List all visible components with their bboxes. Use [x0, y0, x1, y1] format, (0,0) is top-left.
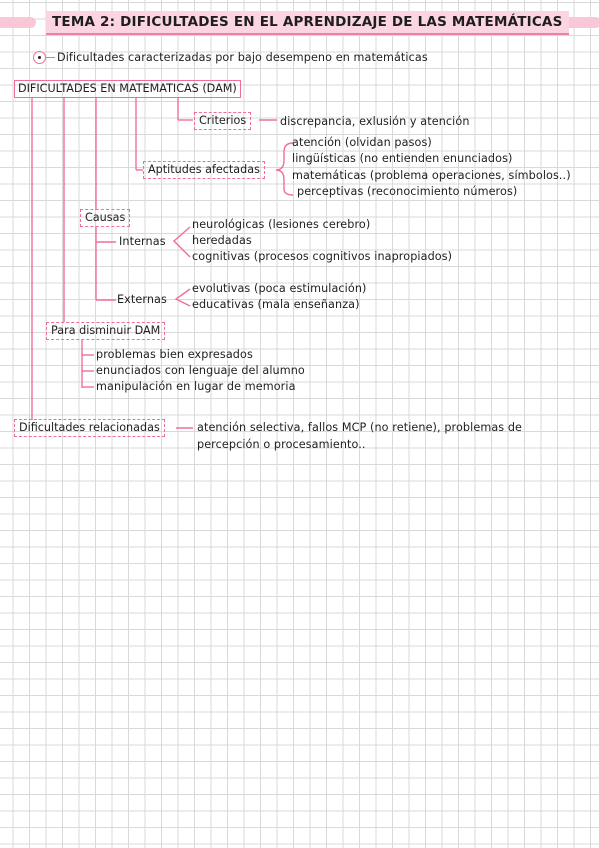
- externas-label: Externas: [117, 293, 167, 306]
- aptitudes-item: matemáticas (problema operaciones, símbolos..): [292, 169, 571, 182]
- criterios-text: discrepancia, exlusión y atención: [280, 115, 470, 128]
- causas-box: Causas: [80, 209, 130, 227]
- relacionadas-text: percepción o procesamiento..: [197, 438, 366, 451]
- disminuir-box: Para disminuir DAM: [46, 322, 165, 340]
- internas-item: heredadas: [192, 234, 252, 247]
- aptitudes-item: lingüísticas (no entienden enunciados): [292, 152, 513, 165]
- externas-item: evolutivas (poca estimulación): [192, 282, 367, 295]
- disminuir-item: enunciados con lenguaje del alumno: [96, 364, 305, 377]
- main-topic-box: DIFICULTADES EN MATEMATICAS (DAM): [14, 80, 241, 98]
- aptitudes-item: atención (olvidan pasos): [292, 136, 432, 149]
- intro-text: Dificultades caracterizadas por bajo desempeno en matemáticas: [57, 51, 428, 64]
- aptitudes-box: Aptitudes afectadas: [143, 161, 265, 179]
- page-title: TEMA 2: DIFICULTADES EN EL APRENDIZAJE DE LAS MATEMÁTICAS: [46, 11, 569, 35]
- relacionadas-text: atención selectiva, fallos MCP (no retiene), problemas de: [197, 421, 523, 434]
- internas-item: cognitivas (procesos cognitivos inapropiados): [192, 250, 453, 263]
- externas-item: educativas (mala enseñanza): [192, 298, 360, 311]
- internas-item: neurológicas (lesiones cerebro): [192, 218, 371, 231]
- criterios-box: Criterios: [194, 112, 251, 130]
- disminuir-item: manipulación en lugar de memoria: [96, 380, 296, 393]
- relacionadas-box: Dificultades relacionadas: [14, 419, 165, 437]
- aptitudes-item: perceptivas (reconocimiento números): [297, 185, 518, 198]
- disminuir-item: problemas bien expresados: [96, 348, 253, 361]
- internas-label: Internas: [119, 235, 166, 248]
